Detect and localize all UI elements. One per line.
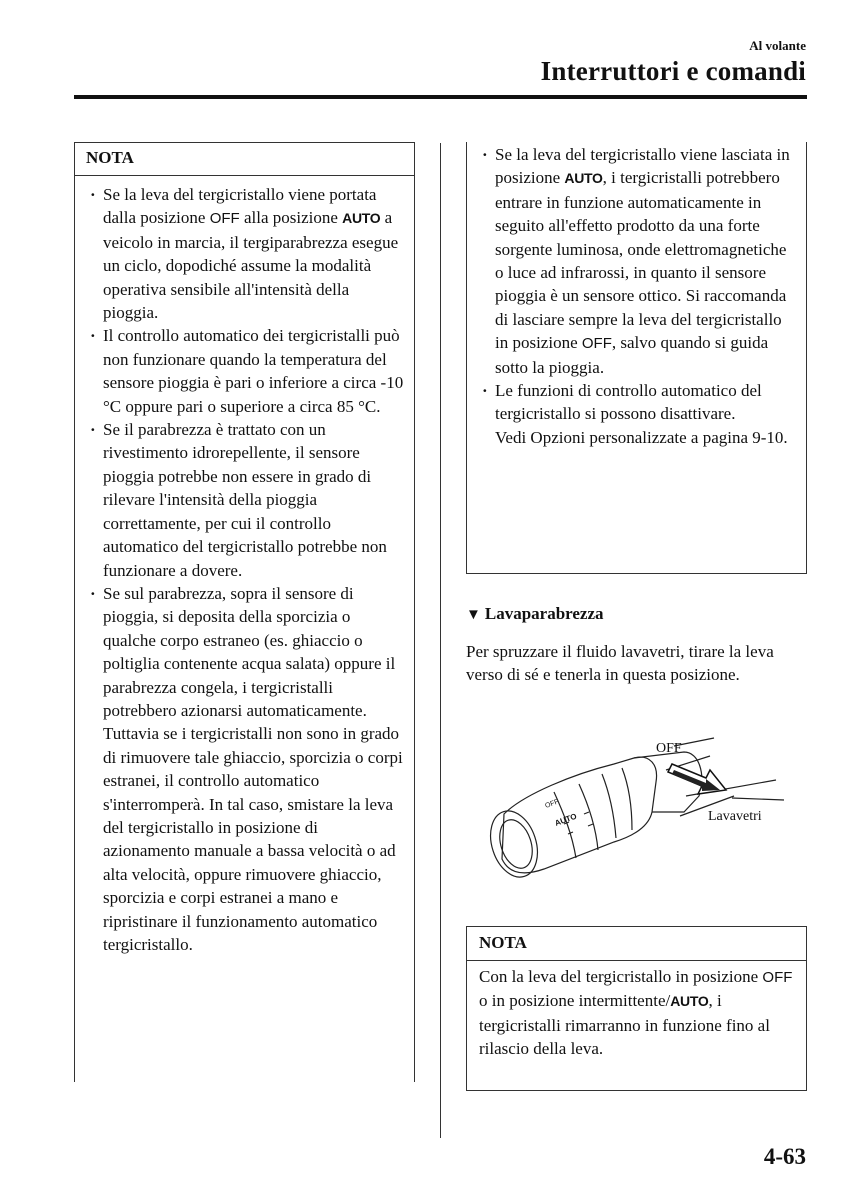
- off-label: OFF: [209, 210, 240, 228]
- bottom-nota-heading: NOTA: [479, 933, 527, 952]
- lever-off-marking: OFF: [544, 798, 560, 810]
- wiper-lever-illustration: [484, 734, 794, 896]
- off-label: OFF: [762, 969, 793, 986]
- list-item: · Se sul parabrezza, sopra il sensore di pioggia, si deposita della sporcizia o qualche corpo estraneo (es. ghiaccio o poltiglia contenente acqua salata) oppure il parabrezza congela, i tergicristalli potrebbero azionarsi automaticamente. Tuttavia se i tergicristalli non sono in grado di rimuovere tale ghiaccio, sporcizia o corpi estranei, il controllo automatico s'interromperà. In tal caso, smistare la leva del tergicristallo in posizione di azionamento manuale a bassa velocità o ad alta velocità, oppure rimuovere ghiaccio, sporcizia e corpi estranei a mano e ripristinare il funzionamento automatico tergicristallo.: [88, 582, 406, 957]
- bottom-nota-box: [466, 926, 807, 1091]
- auto-label: AUTO: [564, 170, 603, 187]
- leader-line-washer: [732, 798, 784, 800]
- lever-band: [622, 768, 632, 830]
- lever-band: [579, 784, 598, 850]
- list-item: · Il controllo automatico dei tergicristalli può non funzionare quando la temperatura del sensore pioggia è pari o inferiore a circa -10 °C oppure pari o superiore a circa 85 °C.: [88, 324, 406, 418]
- right-nota-list: [480, 143, 798, 449]
- washer-text: Per spruzzare il fluido lavavetri, tirare la leva verso di sé e tenerla in questa posizione.: [466, 642, 774, 685]
- left-nota-heading: NOTA: [86, 148, 134, 167]
- column-divider: [440, 143, 441, 1138]
- off-callout: OFF: [656, 741, 682, 756]
- auto-label: AUTO: [670, 993, 709, 1010]
- cross-reference: Vedi Opzioni personalizzate a pagina 9-10.: [495, 427, 788, 447]
- lever-band: [602, 774, 616, 838]
- section-label: Al volante: [749, 38, 806, 53]
- auto-label: AUTO: [342, 210, 381, 227]
- list-item: · Le funzioni di controllo automatico del tergicristallo si possono disattivare. Vedi Opzioni personalizzate a pagina 9-10.: [480, 379, 798, 449]
- lever-body: [502, 757, 657, 873]
- left-nota-list: [88, 183, 406, 956]
- header-rule: [74, 95, 807, 99]
- page-number: 4-63: [763, 1144, 806, 1169]
- list-item: · Se il parabrezza è trattato con un rivestimento idrorepellente, il sensore pioggia potrebbe non essere in grado di rilevare l'intensità della pioggia correttamente, per cui il controllo automatico del tergicristallo potrebbe non funzionare a dovere.: [88, 418, 406, 582]
- list-item: · Se la leva del tergicristallo viene lasciata in posizione AUTO, i tergicristalli potrebbero entrare in funzione automaticamente in seguito all'effetto prodotto da una forte sorgente luminosa, onde elettromagnetiche o luce ad infrarossi, in quanto il sensore pioggia è un sensore ottico. Si raccomanda di lasciare sempre la leva del tergicristallo in posizione OFF, salvo quando si guida sotto la pioggia.: [480, 143, 798, 379]
- triangle-down-icon: ▼: [466, 607, 481, 623]
- washer-heading: ▼ Lavaparabrezza: [466, 604, 604, 623]
- left-nota-rail-left: [74, 176, 75, 1082]
- lever-end-cap-inner: [494, 816, 538, 873]
- washer-callout: Lavavetri: [708, 809, 762, 824]
- list-item: · Se la leva del tergicristallo viene portata dalla posizione OFF alla posizione AUTO a veicolo in marcia, il tergiparabrezza esegue un ciclo, dopodiché assume la modalità operativa sensibile all'intensità della pioggia.: [88, 183, 406, 324]
- left-nota-rail-right: [414, 176, 415, 1082]
- off-label: OFF: [581, 335, 612, 353]
- lever-auto-marking: AUTO: [553, 811, 578, 828]
- page-title: Interruttori e comandi: [540, 56, 806, 86]
- bottom-nota-text: Con la leva del tergicristallo in posizione OFF o in posizione intermittente/AUTO, i tergicristalli rimarranno in funzione fino al rilascio della leva.: [479, 967, 793, 1059]
